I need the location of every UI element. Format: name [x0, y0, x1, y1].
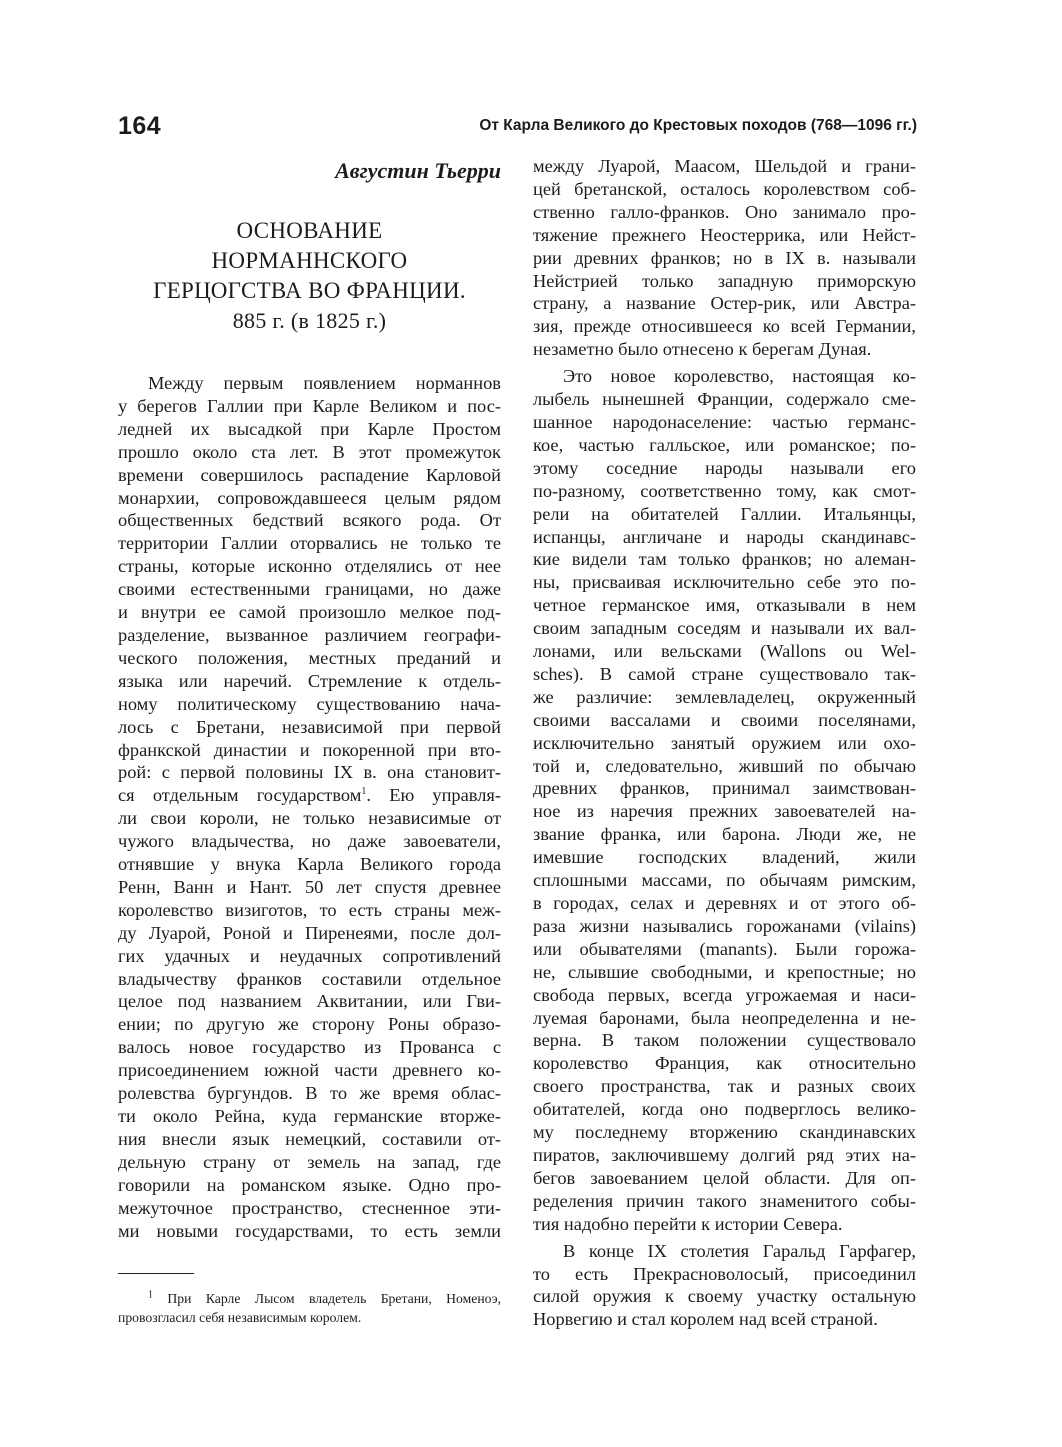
article-title [118, 216, 501, 336]
text-line: ному политическому существованию нача- [118, 693, 501, 714]
text-line: исключительно занятый оружием или охо- [533, 732, 916, 753]
text-line: дельную страну от земель на запад, где [118, 1151, 501, 1172]
author-name: Августин Тьерри [335, 158, 501, 183]
text-line: шанное народонаселение: частью германс- [533, 411, 916, 432]
text-line: гих удачных и неудачных сопротивлений [118, 945, 501, 966]
text-line: то есть Прекрасноволосый, присоединил [533, 1263, 916, 1284]
footnote-number: 1 [148, 1289, 153, 1301]
text-line: ределения причин такого знаменитого собы- [533, 1190, 916, 1211]
text-line: монархии, сопровождавшееся целым рядом [118, 487, 501, 508]
text-line: ми новыми государствами, то есть земли [118, 1220, 501, 1241]
footnote-line: провозгласил себя независимым королем. [118, 1310, 362, 1325]
text-line: своего пространства, так и разных своих [533, 1076, 916, 1097]
footnote-separator [118, 1273, 194, 1274]
text-line: ли свои короли, не только независимые от [118, 808, 501, 829]
text-line: времени совершилось распадение Карловой [118, 464, 501, 485]
text-line: тия надобно перейти к истории Севера. [533, 1213, 843, 1234]
text-line: сплошными массами, по обычаям римским, [533, 870, 916, 891]
text-line: четное германское имя, отказывали в нем [533, 595, 916, 616]
text-line: Между первым появлением норманнов [148, 373, 501, 393]
page-number: 164 [118, 112, 162, 140]
footnote-text: При Карле Лысом владетель Бретани, Номеноэ, [153, 1291, 501, 1306]
text-line: валось новое государство из Прованса с [118, 1037, 501, 1058]
text-line: страну, а название Остер-рик, или Австра- [533, 293, 916, 314]
text-line: рии древних франков; но в IX в. называли [533, 247, 916, 268]
text-line: этому соседние народы называли его [533, 457, 916, 478]
text-line: обитателей, когда оно подверглось велико- [533, 1099, 916, 1120]
text-line: королевство Франция, как относительно [533, 1053, 916, 1074]
text-line: ственно галло-франков. Оно занимало про- [533, 201, 916, 222]
text-line: sches). В самой стране существовало так- [533, 663, 916, 684]
text-line: бегов завоеванием целой области. Для оп- [533, 1167, 916, 1188]
text-line: Это новое королевство, настоящая ко- [563, 366, 916, 387]
footnote-line [118, 1289, 501, 1308]
text-line: кие видели там только франков; но алеман- [533, 549, 916, 570]
text-line: Нейстрией только западную приморскую [533, 270, 916, 291]
text-line: своими естественными границами, но даже [118, 579, 501, 600]
text-line: ду Луарой, Роной и Пиренеями, после дол- [118, 922, 501, 943]
text-line: Ренн, Ванн и Нант. 50 лет спустя древнее [118, 876, 501, 897]
text-line: разделение, вызванное различием географи- [118, 624, 501, 645]
text-line: своими вассалами и своими поселянами, [533, 709, 916, 730]
text-line: зия, прежде относившееся ко всей Германии, [533, 316, 916, 337]
text-line: пиратов, заключившему долгий ряд этих на- [533, 1144, 916, 1165]
text-line: испанцы, англичане и народы скандинавс- [533, 526, 916, 547]
text-line: силой оружия к своему участку остальную [533, 1286, 916, 1307]
text-line: верна. В таком положении существовало [533, 1030, 916, 1051]
text-line: говорили на романском языке. Одно про- [118, 1174, 501, 1195]
title-line: ОСНОВАНИЕ [236, 218, 383, 243]
title-line: ГЕРЦОГСТВА ВО ФРАНЦИИ. [153, 278, 466, 303]
text-line: Норвегию и стал королем над всей страной. [533, 1309, 878, 1330]
text-line: той и, следовательно, живший по обычаю [533, 755, 916, 776]
text-line: имевшие господских владений, жили [533, 847, 916, 868]
footnote [118, 1289, 501, 1327]
paragraph [533, 1240, 916, 1332]
running-header: От Карла Великого до Крестовых походов (768—1096 гг.) [479, 117, 917, 134]
right-column [533, 155, 916, 1331]
text-line: присоединением южной части древнего ко- [118, 1060, 501, 1081]
text-line: В конце IX столетия Гаральд Гарфагер, [563, 1240, 916, 1261]
text-line: звание франка, или барона. Люди же, не [533, 824, 916, 845]
title-date: 885 г. (в 1825 г.) [232, 308, 387, 333]
text-line: ролевства бургундов. В то же время облас- [118, 1083, 501, 1104]
text-line: целое под названием Аквитании, или Гви- [118, 991, 501, 1012]
text-line: рой: с первой половины IX в. она становит- [118, 762, 501, 783]
text-line: незаметно было отнесено к берегам Дуная. [533, 339, 872, 360]
text-line: прошло около ста лет. В этот промежуток [118, 441, 501, 462]
text-line: тяжение прежнего Неостеррика, или Нейст- [533, 224, 916, 245]
text-line: свобода первых, всегда угрожаемая и наси- [533, 984, 916, 1005]
footnote-marker: 1 [361, 786, 367, 798]
text-line: отнявшие у внука Карла Великого города [118, 854, 501, 875]
text-line: не, слывшие свободными, и крепостные; но [533, 961, 916, 982]
text-line: ледней их высадкой при Карле Простом [118, 418, 501, 439]
text-line: своим западным соседям и называли их вал- [533, 618, 916, 639]
text-line [118, 784, 501, 807]
text-line: лыбель нынешней Франции, содержало сме- [533, 389, 916, 410]
text-line: и внутри ее самой произошло мелкое под- [118, 602, 501, 623]
left-column [118, 155, 501, 1242]
text-line: чужого владычества, но даже завоеватели, [118, 831, 501, 852]
text-line: раза жизни назывались горожанами (vilains) [533, 915, 916, 936]
text-line: общественных бедствий всякого рода. От [118, 510, 501, 531]
text-line: лось с Бретани, независимой при первой [118, 716, 501, 737]
text-line: между Луарой, Маасом, Шельдой и грани- [533, 156, 916, 176]
text-line: ении; по другую же сторону Роны образо- [118, 1014, 501, 1035]
text-line: цей бретанской, осталось королевством соб- [533, 178, 916, 199]
paragraph [533, 365, 916, 1235]
text-line: королевство визиготов, то есть страны меж- [118, 899, 501, 920]
text-line: ческого положения, местных преданий и [118, 647, 501, 668]
paragraph [533, 155, 916, 361]
text-line: владычеству франков составили отдельное [118, 968, 501, 989]
text-line: ния внесли язык немецкий, составили от- [118, 1128, 501, 1149]
text-line: страны, которые исконно отделялись от нее [118, 556, 501, 577]
text-line: межуточное пространство, стесненное эти- [118, 1197, 501, 1218]
text-line: ное из наречия прежних завоевателей на- [533, 801, 916, 822]
text-line: территории Галлии оторвались не только те [118, 533, 501, 554]
title-line: НОРМАННСКОГО [211, 248, 408, 273]
text-line: у берегов Галлии при Карле Великом и пос- [118, 395, 501, 416]
text-line: лонами, или вельсками (Wallons ou Wel- [533, 641, 916, 662]
text-line: ти около Рейна, куда германские вторже- [118, 1106, 501, 1126]
text-fragment: . Ею управля- [366, 785, 501, 806]
text-line: древних франков, принимал заимствован- [533, 778, 916, 799]
text-line: ны, присваивая исключительно себе это по- [533, 572, 916, 593]
text-line: по-разному, соответственно тому, как смот- [533, 480, 916, 501]
text-line: языка или наречий. Стремление к отдель- [118, 670, 501, 691]
text-line: франкской династии и покоренной при вто- [118, 739, 501, 760]
text-line: луемая баронами, была неопределенна и не- [533, 1007, 916, 1028]
left-body-text [118, 372, 501, 1242]
text-line: или обывателями (manants). Были горожа- [533, 938, 916, 959]
text-line: му последнему вторжению скандинавских [533, 1122, 916, 1143]
text-line: рели на обитателей Галлии. Итальянцы, [533, 503, 916, 524]
text-fragment: ся отдельным государством [118, 785, 362, 806]
text-line: в городах, селах и деревнях и от этого об- [533, 893, 916, 913]
text-line: кое, частью галльское, или романское; по- [533, 434, 916, 455]
text-line: же различие: землевладелец, окруженный [533, 686, 916, 707]
